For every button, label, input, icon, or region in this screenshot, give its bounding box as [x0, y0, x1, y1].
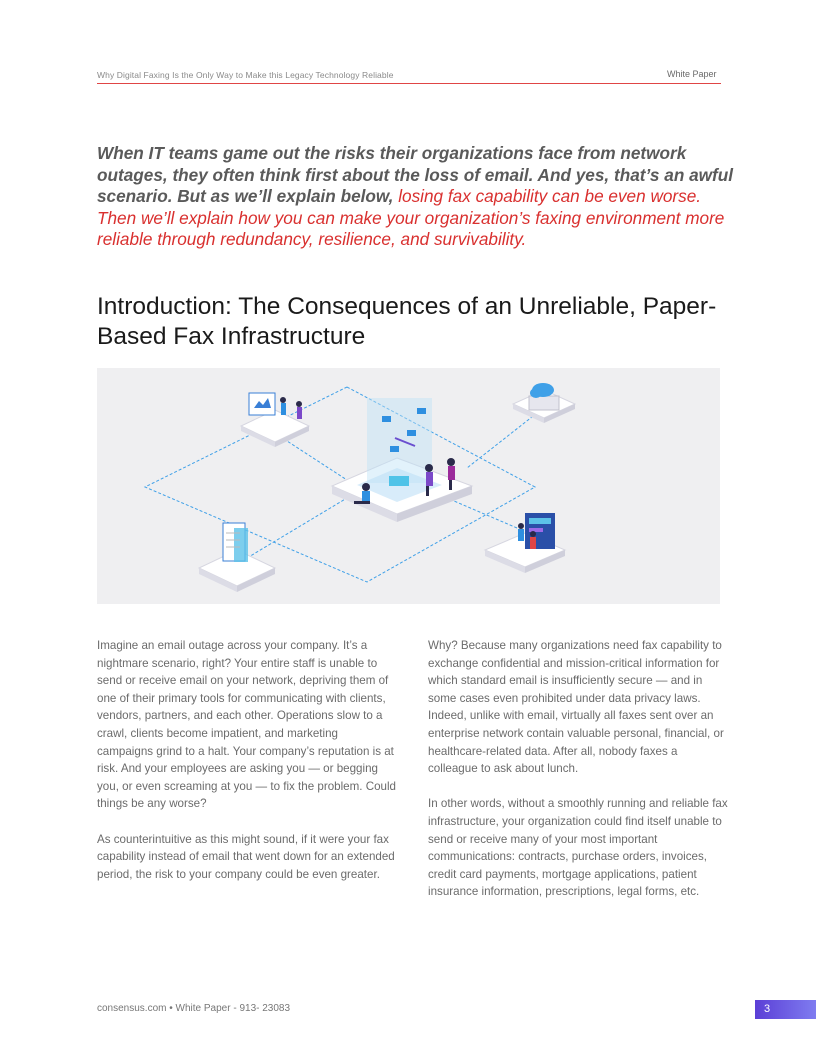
illustration-svg — [97, 368, 720, 604]
body-paragraph: Why? Because many organizations need fax capability to exchange confidential and mission-critical information for which standard email is insufficiently secure — and in some cases even prohibited under data privacy laws. Indeed, unlike with email, virtually all faxes sent over an enterprise network contain valuable personal, financial, or healthcare-related data. After all, nobody faxes a colleague to ask about lunch. — [428, 639, 724, 776]
running-title: Why Digital Faxing Is the Only Way to Make this Legacy Technology Reliable — [97, 70, 394, 80]
header-rule — [97, 83, 634, 84]
footer-text: consensus.com • White Paper - 913- 23083 — [97, 1003, 291, 1014]
lede-intro: When IT teams game out the risks their organizations face from network outages, they often think first about the loss of email. And yes, that’s an awful scenario. But as we’ll explain below, — [97, 143, 734, 207]
document-node — [199, 523, 275, 592]
header-rule-right — [632, 83, 721, 84]
central-hub — [332, 398, 472, 522]
body-paragraph: As counterintuitive as this might sound, if it were your fax capability instead of email that went down for an extended period, the risk to your company could be even greater. — [97, 832, 395, 881]
page-number-badge: 3 — [755, 1000, 816, 1019]
section-heading: Introduction: The Consequences of an Unreliable, Paper-Based Fax Infrastructure — [97, 293, 717, 350]
body-paragraph: Imagine an email outage across your company. It’s a nightmare scenario, right? Your entire staff is unable to send or receive email on your network, depriving them of one of their primary tools for communicating with clients, vendors, partners, and each other. Operations slow to a crawl, clients become impatient, and marketing campaigns grind to a halt. Your company’s reputation is at risk. And your employees are asking you — or begging you, or even screaming at you — to fix the problem. Could things be any worse? — [97, 639, 397, 811]
lede-highlight: losing fax capability can be even worse. Then we’ll explain how you can make your organization’s faxing environment more reliable through redundancy, resilience, and survivability. — [97, 186, 725, 250]
cloud-server-node — [513, 383, 575, 423]
body-column-right — [428, 637, 728, 919]
doc-type-label: White Paper — [667, 69, 717, 79]
body-column-left — [97, 637, 397, 901]
analytics-node — [485, 513, 565, 573]
network-illustration — [97, 368, 720, 604]
presentation-node — [241, 393, 309, 447]
body-paragraph: In other words, without a smoothly running and reliable fax infrastructure, your organization could find itself unable to send or receive many of your most important communications: contracts, purchase orders, invoices, credit card payments, mortgage applications, patient insurance information, prescriptions, legal forms, etc. — [428, 797, 728, 899]
lede-paragraph — [97, 143, 737, 251]
